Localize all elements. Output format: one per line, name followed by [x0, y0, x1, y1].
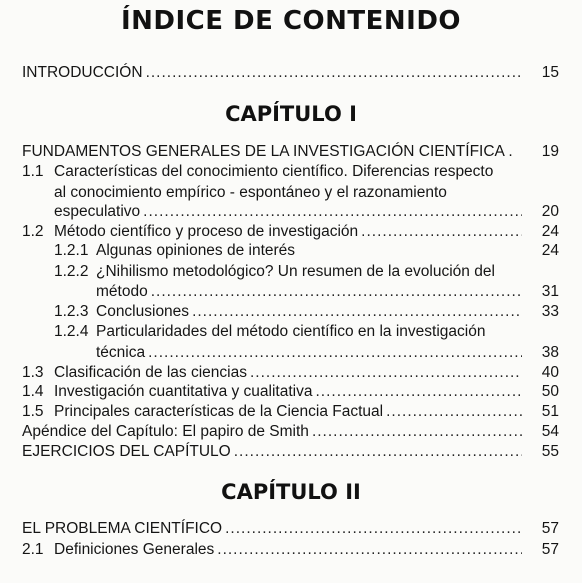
dot-leader [250, 364, 522, 382]
section-number: 1.2.4 [54, 323, 89, 340]
page-number: 54 [541, 423, 559, 440]
toc-entry-label: método [96, 283, 148, 300]
toc-entry-label: FUNDAMENTOS GENERALES DE LA INVESTIGACIÓN CIENTÍFICA . [22, 143, 513, 160]
toc-entry-1-2-2[interactable] [96, 283, 559, 301]
section-number: 1.3 [22, 364, 44, 381]
toc-entry-1-1[interactable] [54, 203, 559, 221]
toc-entry-1-4[interactable] [22, 383, 559, 401]
toc-entry-introduccion[interactable] [22, 64, 559, 82]
dot-leader [151, 283, 522, 301]
toc-entry-label: Algunas opiniones de interés [96, 242, 296, 259]
section-number: 1.1 [22, 163, 44, 180]
section-number: 1.2.2 [54, 263, 89, 280]
page-number: 24 [541, 223, 559, 240]
toc-entry-label: INTRODUCCIÓN [22, 64, 143, 81]
page-number: 38 [541, 344, 559, 361]
chapter-heading: CAPÍTULO I [225, 102, 357, 126]
dot-leader [143, 203, 522, 221]
section-number: 1.2 [22, 223, 44, 240]
toc-entry-ejercicios[interactable] [22, 443, 559, 461]
dot-leader [225, 520, 522, 538]
section-number: 1.2.3 [54, 303, 89, 320]
toc-entry-1-3[interactable] [22, 364, 559, 382]
dot-leader [315, 383, 522, 401]
toc-entry-label: Definiciones Generales [54, 541, 215, 558]
dot-leader [234, 443, 522, 461]
dot-leader [361, 223, 522, 241]
toc-entry-2-1[interactable] [22, 541, 559, 559]
toc-entry-label: Conclusiones [96, 303, 190, 320]
toc-entry-label: Investigación cuantitativa y cualitativa [54, 383, 313, 400]
toc-entry-label-line[interactable]: Particularidades del método científico en la investigación [96, 323, 486, 340]
section-number: 2.1 [22, 541, 44, 558]
page-number: 57 [541, 541, 559, 558]
toc-entry-label: Método científico y proceso de investigación [54, 223, 359, 240]
toc-entry-1-2[interactable] [22, 223, 559, 241]
toc-entry-label: Clasificación de las ciencias [54, 364, 247, 381]
page-number: 19 [541, 143, 559, 160]
toc-entry-label-line[interactable]: ¿Nihilismo metodológico? Un resumen de la evolución del [96, 263, 495, 280]
chapter-heading: CAPÍTULO II [221, 480, 361, 504]
page-number: 50 [541, 383, 559, 400]
toc-entry-apendice[interactable] [22, 423, 559, 441]
toc-entry-1-2-3[interactable] [54, 303, 559, 321]
toc-entry-label: Principales características de la Ciencia Factual [54, 403, 384, 420]
dot-leader [146, 64, 522, 82]
toc-entry-label: EJERCICIOS DEL CAPÍTULO [22, 443, 231, 460]
dot-leader [217, 541, 522, 559]
toc-entry-fundamentos[interactable] [22, 143, 559, 161]
toc-entry-problema[interactable] [22, 520, 559, 538]
toc-entry-1-2-1[interactable] [54, 242, 559, 260]
page-number: 57 [541, 520, 559, 537]
page-number: 31 [541, 283, 559, 300]
dot-leader [386, 403, 522, 421]
toc-entry-label: EL PROBLEMA CIENTÍFICO [22, 520, 223, 537]
dot-leader [148, 344, 522, 362]
page-number: 24 [541, 242, 559, 259]
dot-leader [192, 303, 522, 321]
toc-entry-label: técnica [96, 344, 146, 361]
toc-entry-1-2-4[interactable] [96, 344, 559, 362]
toc-entry-1-5[interactable] [22, 403, 559, 421]
page-number: 20 [541, 203, 559, 220]
dot-leader [312, 423, 522, 441]
section-number: 1.5 [22, 403, 44, 420]
toc-entry-label: Apéndice del Capítulo: El papiro de Smith [22, 423, 309, 440]
section-number: 1.2.1 [54, 242, 89, 259]
page-number: 55 [541, 443, 559, 460]
page-number: 15 [541, 64, 559, 81]
page-number: 40 [541, 364, 559, 381]
section-number: 1.4 [22, 383, 44, 400]
page-title: ÍNDICE DE CONTENIDO [120, 6, 462, 36]
toc-entry-label-line[interactable]: al conocimiento empírico - espontáneo y el razonamiento [54, 184, 447, 201]
toc-entry-label: especulativo [54, 203, 141, 220]
toc-entry-label-line[interactable]: Características del conocimiento científico. Diferencias respecto [54, 163, 494, 180]
page-number: 33 [541, 303, 559, 320]
page-number: 51 [541, 403, 559, 420]
